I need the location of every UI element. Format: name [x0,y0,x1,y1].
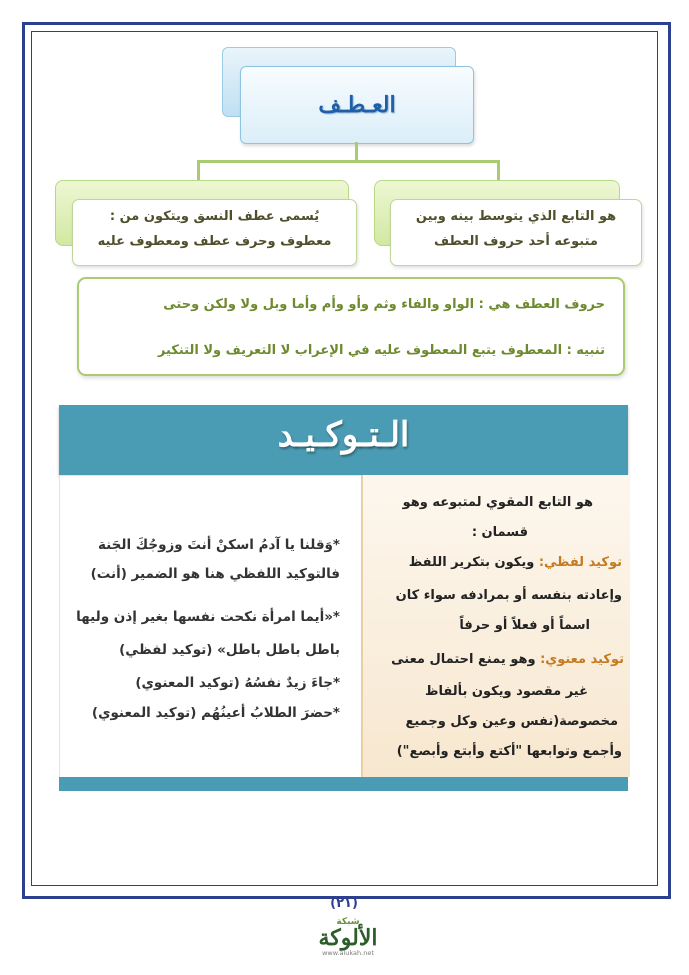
atf-naming-line-2: معطوف وحرف عطف ومعطوف عليه [97,234,332,249]
logo-main-text: الألوكة [318,925,378,951]
atf-letters-line: حروف العطف هي : الواو والفاء وثم وأو وأم وأما وبل ولا ولكن وحتى [163,297,605,312]
connector-right [497,160,500,182]
connector-left [197,160,200,182]
atf-title: العـطـف [318,92,396,118]
lafzi-line-1 [409,555,622,570]
tawkid-definition-line-2: قسمان : [471,525,528,540]
tawkid-header-band [59,405,628,475]
lafzi-line-2: وإعادته بنفسه أو بمرادفه سواء كان [395,588,622,603]
example-line-6: *حضرَ الطلابُ أعينُهُم (توكيد المعنوي) [91,705,340,721]
connector-vertical [355,142,358,162]
example-line-1: *وَقلنا يا آدمُ اسكنْ أنتَ وزوجُكَ الجَنة [97,537,340,553]
atf-naming-box [72,199,357,266]
manawi-line-3: مخصوصة(نفس وعين وكل وجميع [405,714,618,729]
example-line-4: باطل باطل باطل» (توكيد لفظي) [119,642,340,658]
alukah-logo [308,917,388,969]
tawkid-bottom-bar [59,777,628,791]
atf-definition-line-2: متبوعه أحد حروف العطف [434,234,598,249]
lafzi-line-3: اسماً أو فعلاً أو حرفاً [459,618,590,633]
lafzi-label: توكيد لفظي: [538,555,622,570]
page-number: (٢١) [330,896,358,911]
connector-horizontal [197,160,500,163]
atf-rules-box [77,277,625,376]
tawkid-definition-column [361,475,630,777]
example-line-3: *«أيما امرأة نكحت نفسها بغير إذن وليها [76,609,340,625]
logo-small-text: شبكة [336,917,360,927]
tawkid-title: الـتـوكـيـد [277,415,410,455]
atf-definition-box [390,199,642,266]
atf-title-box [240,66,474,144]
manawi-line-1 [391,652,624,667]
manawi-line-4: وأجمع وتوابعها "أكتع وأبتع وأبصع") [396,744,622,759]
example-line-5: *جاءَ زيدٌ نفسُهُ (توكيد المعنوي) [135,675,340,691]
tawkid-definition-line-1: هو التابع المقوي لمتبوعه وهو [402,495,593,510]
atf-definition-line-1: هو التابع الذي يتوسط بينه وبين [415,209,617,224]
example-line-2: فالتوكيد اللفظي هنا هو الضمير (أنت) [90,566,340,582]
manawi-label: توكيد معنوي: [540,652,624,667]
atf-naming-line-1: يُسمى عطف النسق ويتكون من : [109,209,320,224]
atf-note-line: تنبيه : المعطوف يتبع المعطوف عليه في الإعراب لا التعريف ولا التنكير [157,343,605,358]
tawkid-examples-column [59,475,362,779]
manawi-text-1: وهو يمنع احتمال معنى [391,652,536,667]
lafzi-text-1: ويكون بتكرير اللفظ [408,555,535,570]
logo-url: www.alukah.net [322,949,374,957]
manawi-line-2: غير مقصود ويكون بألفاظ [424,684,588,699]
